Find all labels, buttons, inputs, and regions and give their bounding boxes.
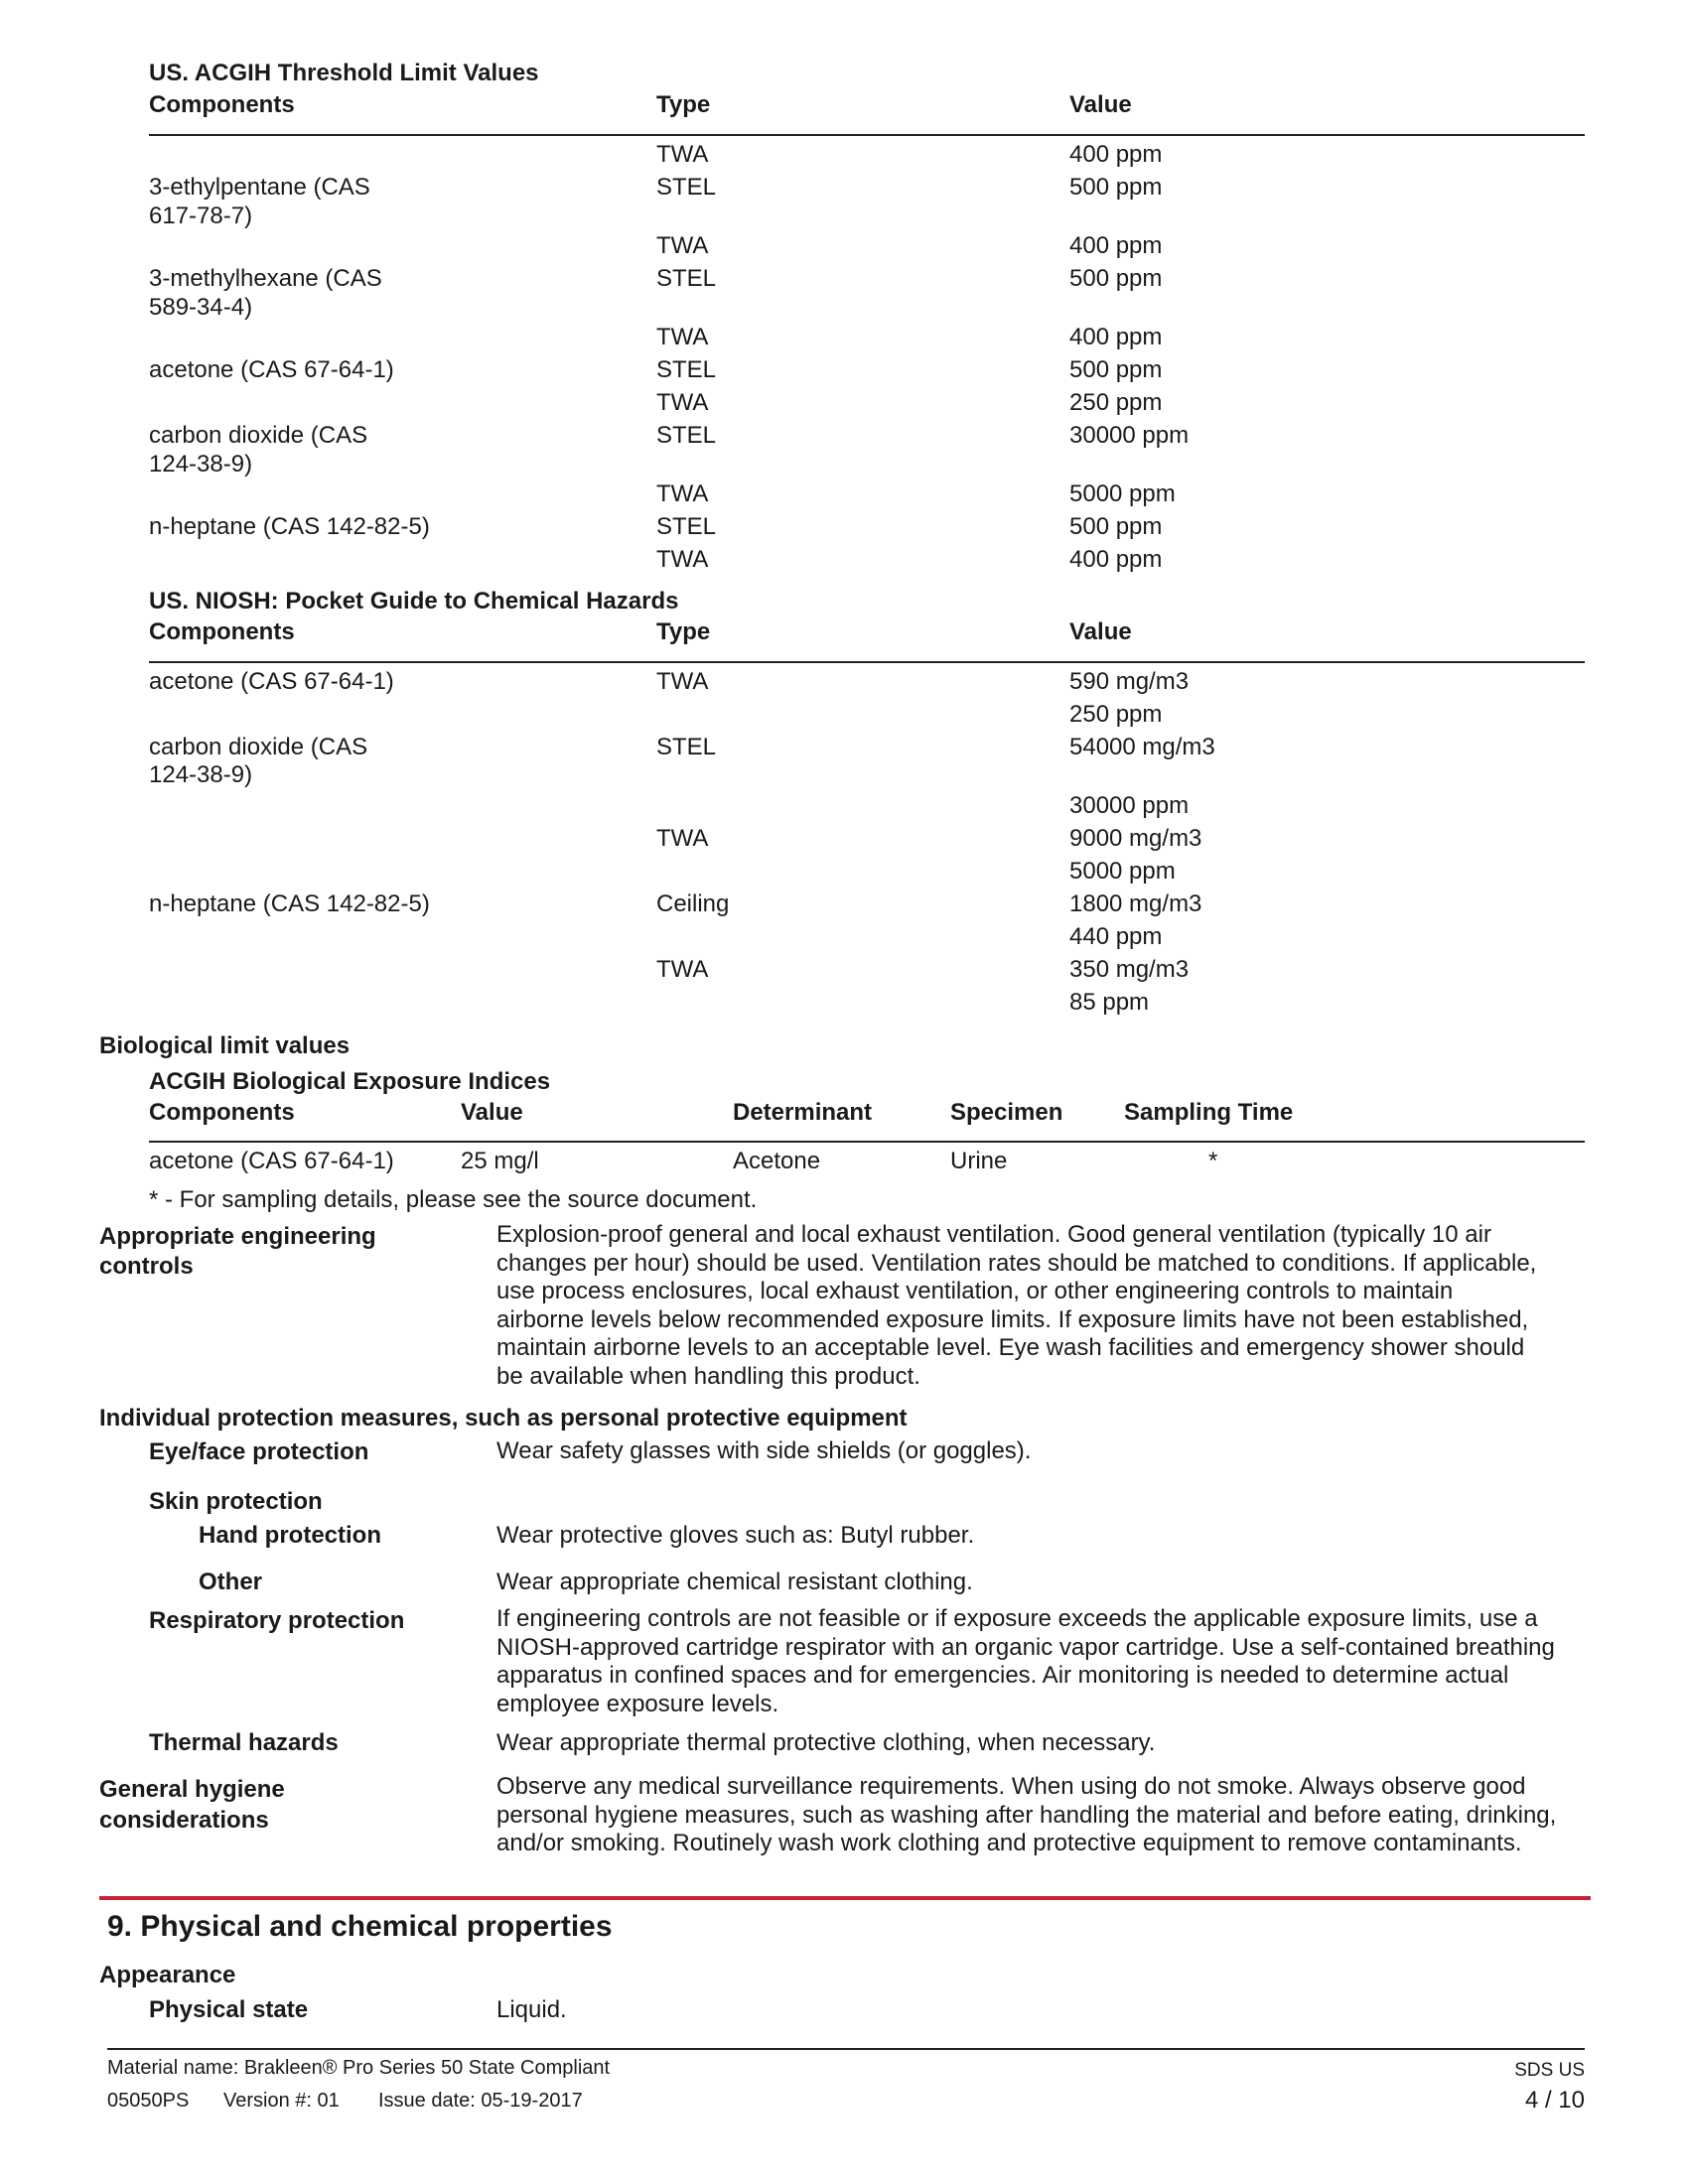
hand-protection-text: Wear protective gloves such as: Butyl rubber. [496, 1522, 975, 1549]
niosh-title: US. NIOSH: Pocket Guide to Chemical Hazards [149, 588, 679, 614]
thermal-hazards-text: Wear appropriate thermal protective clothing, when necessary. [496, 1729, 1156, 1756]
header-divider [149, 661, 1585, 663]
hygiene-label: General hygiene [99, 1776, 285, 1803]
component-cell: carbon dioxide (CAS [149, 734, 368, 760]
other-protection-text: Wear appropriate chemical resistant clothing. [496, 1569, 973, 1595]
component-cell: acetone (CAS 67-64-1) [149, 668, 394, 695]
type-cell: TWA [656, 825, 709, 852]
col-header-components: Components [149, 1099, 295, 1126]
bei-title: ACGIH Biological Exposure Indices [149, 1068, 551, 1095]
col-header-sampling-time: Sampling Time [1124, 1099, 1294, 1126]
component-cell-cont: 124-38-9) [149, 761, 253, 788]
physical-state-value: Liquid. [496, 1996, 567, 2023]
section-9-title: 9. Physical and chemical properties [107, 1910, 613, 1943]
hygiene-text: Observe any medical surveillance requirements. When using do not smoke. Always observe good personal hygiene measures, such as washing after handling the material and before eating, drinking, and/or smoking. Routinely wash work clothing and protective equipment to remove contaminants. [496, 1773, 1557, 1856]
value-cell: 400 ppm [1069, 546, 1163, 573]
col-header-components: Components [149, 618, 295, 645]
component-cell: carbon dioxide (CAS [149, 422, 368, 449]
footer-product-code: 05050PS [107, 2090, 190, 2112]
component-cell-cont: 617-78-7) [149, 203, 253, 229]
component-cell: n-heptane (CAS 142-82-5) [149, 890, 430, 917]
skin-protection-label: Skin protection [149, 1488, 323, 1515]
col-header-value: Value [1069, 91, 1132, 118]
engineering-label-cont: controls [99, 1253, 194, 1280]
appearance-heading: Appearance [99, 1962, 236, 1988]
type-cell: STEL [656, 265, 717, 292]
footer-page-number: 4 / 10 [1524, 2087, 1585, 2114]
type-cell: TWA [656, 389, 709, 416]
type-cell: TWA [656, 956, 709, 983]
engineering-text: Explosion-proof general and local exhaust ventilation. Good general ventilation (typically 10 air changes per hour) should be used. Ventilation rates should be matched to conditions. If applicable, use process enclosures, local exhaust ventilation, or other engineering controls to maintain airborne levels below recommended exposure limits. If exposure limits have not been established, maintain airborne levels to an acceptable level. Eye wash facilities and emergency shower should be available when handling this product. [496, 1221, 1537, 1390]
col-header-value: Value [461, 1099, 523, 1126]
eye-protection-label: Eye/face protection [149, 1438, 369, 1465]
value-cell: 350 mg/m3 [1069, 956, 1190, 983]
physical-state-label: Physical state [149, 1996, 309, 2023]
section-divider [99, 1896, 1591, 1900]
respiratory-protection-label: Respiratory protection [149, 1607, 405, 1634]
specimen-cell: Urine [950, 1148, 1008, 1174]
col-header-type: Type [656, 91, 711, 118]
type-cell: STEL [656, 174, 717, 201]
value-cell: 30000 ppm [1069, 792, 1190, 819]
value-cell: 250 ppm [1069, 389, 1163, 416]
footer-sds-label: SDS US [1514, 2060, 1585, 2081]
component-cell: acetone (CAS 67-64-1) [149, 1148, 394, 1174]
type-cell: TWA [656, 480, 709, 507]
footer-issue-date: Issue date: 05-19-2017 [378, 2090, 583, 2112]
value-cell: 30000 ppm [1069, 422, 1190, 449]
col-header-type: Type [656, 618, 711, 645]
col-header-value: Value [1069, 618, 1132, 645]
sampling-footnote: * - For sampling details, please see the source document. [149, 1186, 758, 1213]
thermal-hazards-label: Thermal hazards [149, 1729, 339, 1756]
type-cell: TWA [656, 668, 709, 695]
engineering-label: Appropriate engineering [99, 1223, 376, 1250]
type-cell: TWA [656, 546, 709, 573]
component-cell-cont: 589-34-4) [149, 294, 253, 321]
value-cell: 590 mg/m3 [1069, 668, 1190, 695]
component-cell: 3-ethylpentane (CAS [149, 174, 370, 201]
hygiene-label-cont: considerations [99, 1807, 269, 1834]
respiratory-protection-text: If engineering controls are not feasible or if exposure exceeds the applicable exposure limits, use a NIOSH-approved cartridge respirator with an organic vapor cartridge. Use a self-contained breathing apparatus in confined spaces and for emergencies. Air monitoring is needed to determine actual employee exposure levels. [496, 1605, 1555, 1717]
component-cell-cont: 124-38-9) [149, 451, 253, 478]
value-cell: 9000 mg/m3 [1069, 825, 1202, 852]
col-header-determinant: Determinant [733, 1099, 873, 1126]
value-cell: 25 mg/l [461, 1148, 539, 1174]
value-cell: 250 ppm [1069, 701, 1163, 728]
col-header-specimen: Specimen [950, 1099, 1063, 1126]
value-cell: 5000 ppm [1069, 480, 1176, 507]
type-cell: TWA [656, 232, 709, 259]
footer-version: Version #: 01 [223, 2090, 340, 2112]
col-header-components: Components [149, 91, 295, 118]
type-cell: STEL [656, 422, 717, 449]
value-cell: 85 ppm [1069, 989, 1150, 1016]
biological-heading: Biological limit values [99, 1032, 351, 1059]
value-cell: 440 ppm [1069, 923, 1163, 950]
determinant-cell: Acetone [733, 1148, 821, 1174]
value-cell: 54000 mg/m3 [1069, 734, 1215, 760]
value-cell: 500 ppm [1069, 356, 1163, 383]
header-divider [149, 1141, 1585, 1143]
type-cell: TWA [656, 141, 709, 168]
value-cell: 500 ppm [1069, 174, 1163, 201]
footer-divider [107, 2048, 1585, 2050]
component-cell: 3-methylhexane (CAS [149, 265, 382, 292]
value-cell: 500 ppm [1069, 265, 1163, 292]
eye-protection-text: Wear safety glasses with side shields (or goggles). [496, 1437, 1032, 1464]
ppe-heading: Individual protection measures, such as personal protective equipment [99, 1405, 908, 1432]
type-cell: STEL [656, 513, 717, 540]
value-cell: 400 ppm [1069, 324, 1163, 350]
hand-protection-label: Hand protection [199, 1522, 381, 1549]
type-cell: Ceiling [656, 890, 730, 917]
type-cell: STEL [656, 356, 717, 383]
type-cell: STEL [656, 734, 717, 760]
type-cell: TWA [656, 324, 709, 350]
value-cell: 1800 mg/m3 [1069, 890, 1202, 917]
component-cell: n-heptane (CAS 142-82-5) [149, 513, 430, 540]
value-cell: 5000 ppm [1069, 858, 1176, 885]
value-cell: 500 ppm [1069, 513, 1163, 540]
footer-material-name: Material name: Brakleen® Pro Series 50 State Compliant [107, 2057, 611, 2079]
acgih-tlv-title: US. ACGIH Threshold Limit Values [149, 60, 539, 86]
component-cell: acetone (CAS 67-64-1) [149, 356, 394, 383]
value-cell: 400 ppm [1069, 141, 1163, 168]
header-divider [149, 134, 1585, 136]
other-protection-label: Other [199, 1569, 263, 1595]
value-cell: 400 ppm [1069, 232, 1163, 259]
sampling-time-cell: * [1208, 1148, 1218, 1174]
